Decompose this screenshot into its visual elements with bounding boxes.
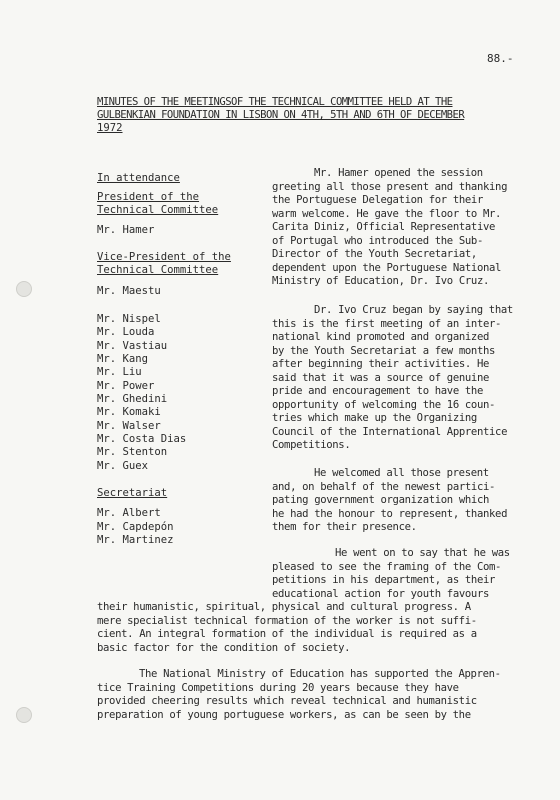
- paragraph-line: he had the honour to represent, thanked: [272, 508, 508, 520]
- secretariat-name: Mr. Martinez: [97, 534, 174, 546]
- paragraph-line: this is the first meeting of an inter-: [272, 318, 502, 330]
- member-name: Mr. Guex: [97, 460, 149, 472]
- title-line: MINUTES OF THE MEETINGSOF THE TECHNICAL COMMITTEE HELD AT THE: [97, 96, 453, 108]
- paragraph-line: Council of the International Apprentice: [272, 426, 508, 438]
- vice-president-heading: Technical Committee: [97, 264, 219, 276]
- paragraph-line: Carita Diniz, Official Representative: [272, 221, 496, 233]
- secretariat-name: Mr. Albert: [97, 507, 161, 519]
- paragraph-line: basic factor for the condition of society.: [97, 642, 351, 654]
- title-line: GULBENKIAN FOUNDATION IN LISBON ON 4TH, 5TH AND 6TH OF DECEMBER: [97, 109, 465, 121]
- paragraph-line: them for their presence.: [272, 521, 417, 533]
- vice-president-heading: Vice-President of the: [97, 251, 231, 263]
- member-name: Mr. Vastiau: [97, 340, 168, 352]
- member-name: Mr. Stenton: [97, 446, 168, 458]
- paragraph-line: Director of the Youth Secretariat,: [272, 248, 477, 260]
- member-name: Mr. Walser: [97, 420, 161, 432]
- paragraph-line: preparation of young portuguese workers, as can be seen by the: [97, 709, 471, 721]
- paragraph-line: greeting all those present and thanking: [272, 181, 508, 193]
- paragraph-line: provided cheering results which reveal technical and humanistic: [97, 695, 477, 707]
- paragraph-line: said that it was a source of genuine: [272, 372, 490, 384]
- vice-president-name: Mr. Maestu: [97, 285, 161, 297]
- paragraph-line: warm welcome. He gave the floor to Mr.: [272, 208, 502, 220]
- paragraph-line: after beginning their activities. He: [272, 358, 490, 370]
- attendance-heading: In attendance: [97, 172, 180, 184]
- paragraph-line: Ministry of Education, Dr. Ivo Cruz.: [272, 275, 490, 287]
- paragraph-line: Competitions.: [272, 439, 351, 451]
- paragraph-line: tries which make up the Organizing: [272, 412, 477, 424]
- paragraph-line: The National Ministry of Education has supported the Appren-: [139, 668, 501, 680]
- paragraph-line: national kind promoted and organized: [272, 331, 490, 343]
- paragraph-line: pleased to see the framing of the Com-: [272, 561, 502, 573]
- member-name: Mr. Power: [97, 380, 155, 392]
- title-line: 1972: [97, 122, 123, 134]
- paragraph-line: mere specialist technical formation of the worker is not suffi-: [97, 615, 477, 627]
- member-name: Mr. Kang: [97, 353, 149, 365]
- secretariat-name: Mr. Capdepón: [97, 521, 174, 533]
- paragraph-line: tice Training Competitions during 20 years because they have: [97, 682, 459, 694]
- paragraph-line: Mr. Hamer opened the session: [314, 167, 483, 179]
- paragraph-line: and, on behalf of the newest partici-: [272, 481, 496, 493]
- paragraph-line: pating government organization which: [272, 494, 490, 506]
- punch-hole-top: [16, 281, 32, 297]
- paragraph-line: He welcomed all those present: [314, 467, 489, 479]
- paragraph-line: their humanistic, spiritual, physical and cultural progress. A: [97, 601, 471, 613]
- member-name: Mr. Costa Dias: [97, 433, 187, 445]
- paragraph-line: Dr. Ivo Cruz began by saying that: [314, 304, 513, 316]
- paragraph-line: of Portugal who introduced the Sub-: [272, 235, 483, 247]
- paragraph-line: opportunity of welcoming the 16 coun-: [272, 399, 496, 411]
- paragraph-line: by the Youth Secretariat a few months: [272, 345, 496, 357]
- paragraph-line: cient. An integral formation of the individual is required as a: [97, 628, 477, 640]
- member-name: Mr. Komaki: [97, 406, 161, 418]
- member-name: Mr. Liu: [97, 366, 142, 378]
- paragraph-line: educational action for youth favours: [272, 588, 490, 600]
- president-heading: Technical Committee: [97, 204, 219, 216]
- president-heading: President of the: [97, 191, 200, 203]
- punch-hole-bottom: [16, 707, 32, 723]
- secretariat-heading: Secretariat: [97, 487, 168, 499]
- member-name: Mr. Ghedini: [97, 393, 168, 405]
- paragraph-line: dependent upon the Portuguese National: [272, 262, 502, 274]
- president-name: Mr. Hamer: [97, 224, 155, 236]
- member-name: Mr. Louda: [97, 326, 155, 338]
- member-name: Mr. Nispel: [97, 313, 161, 325]
- page-number: 88.-: [487, 52, 514, 65]
- paragraph-line: pride and encouragement to have the: [272, 385, 483, 397]
- paragraph-line: the Portuguese Delegation for their: [272, 194, 483, 206]
- paragraph-line: He went on to say that he was: [335, 547, 510, 559]
- paragraph-line: petitions in his department, as their: [272, 574, 496, 586]
